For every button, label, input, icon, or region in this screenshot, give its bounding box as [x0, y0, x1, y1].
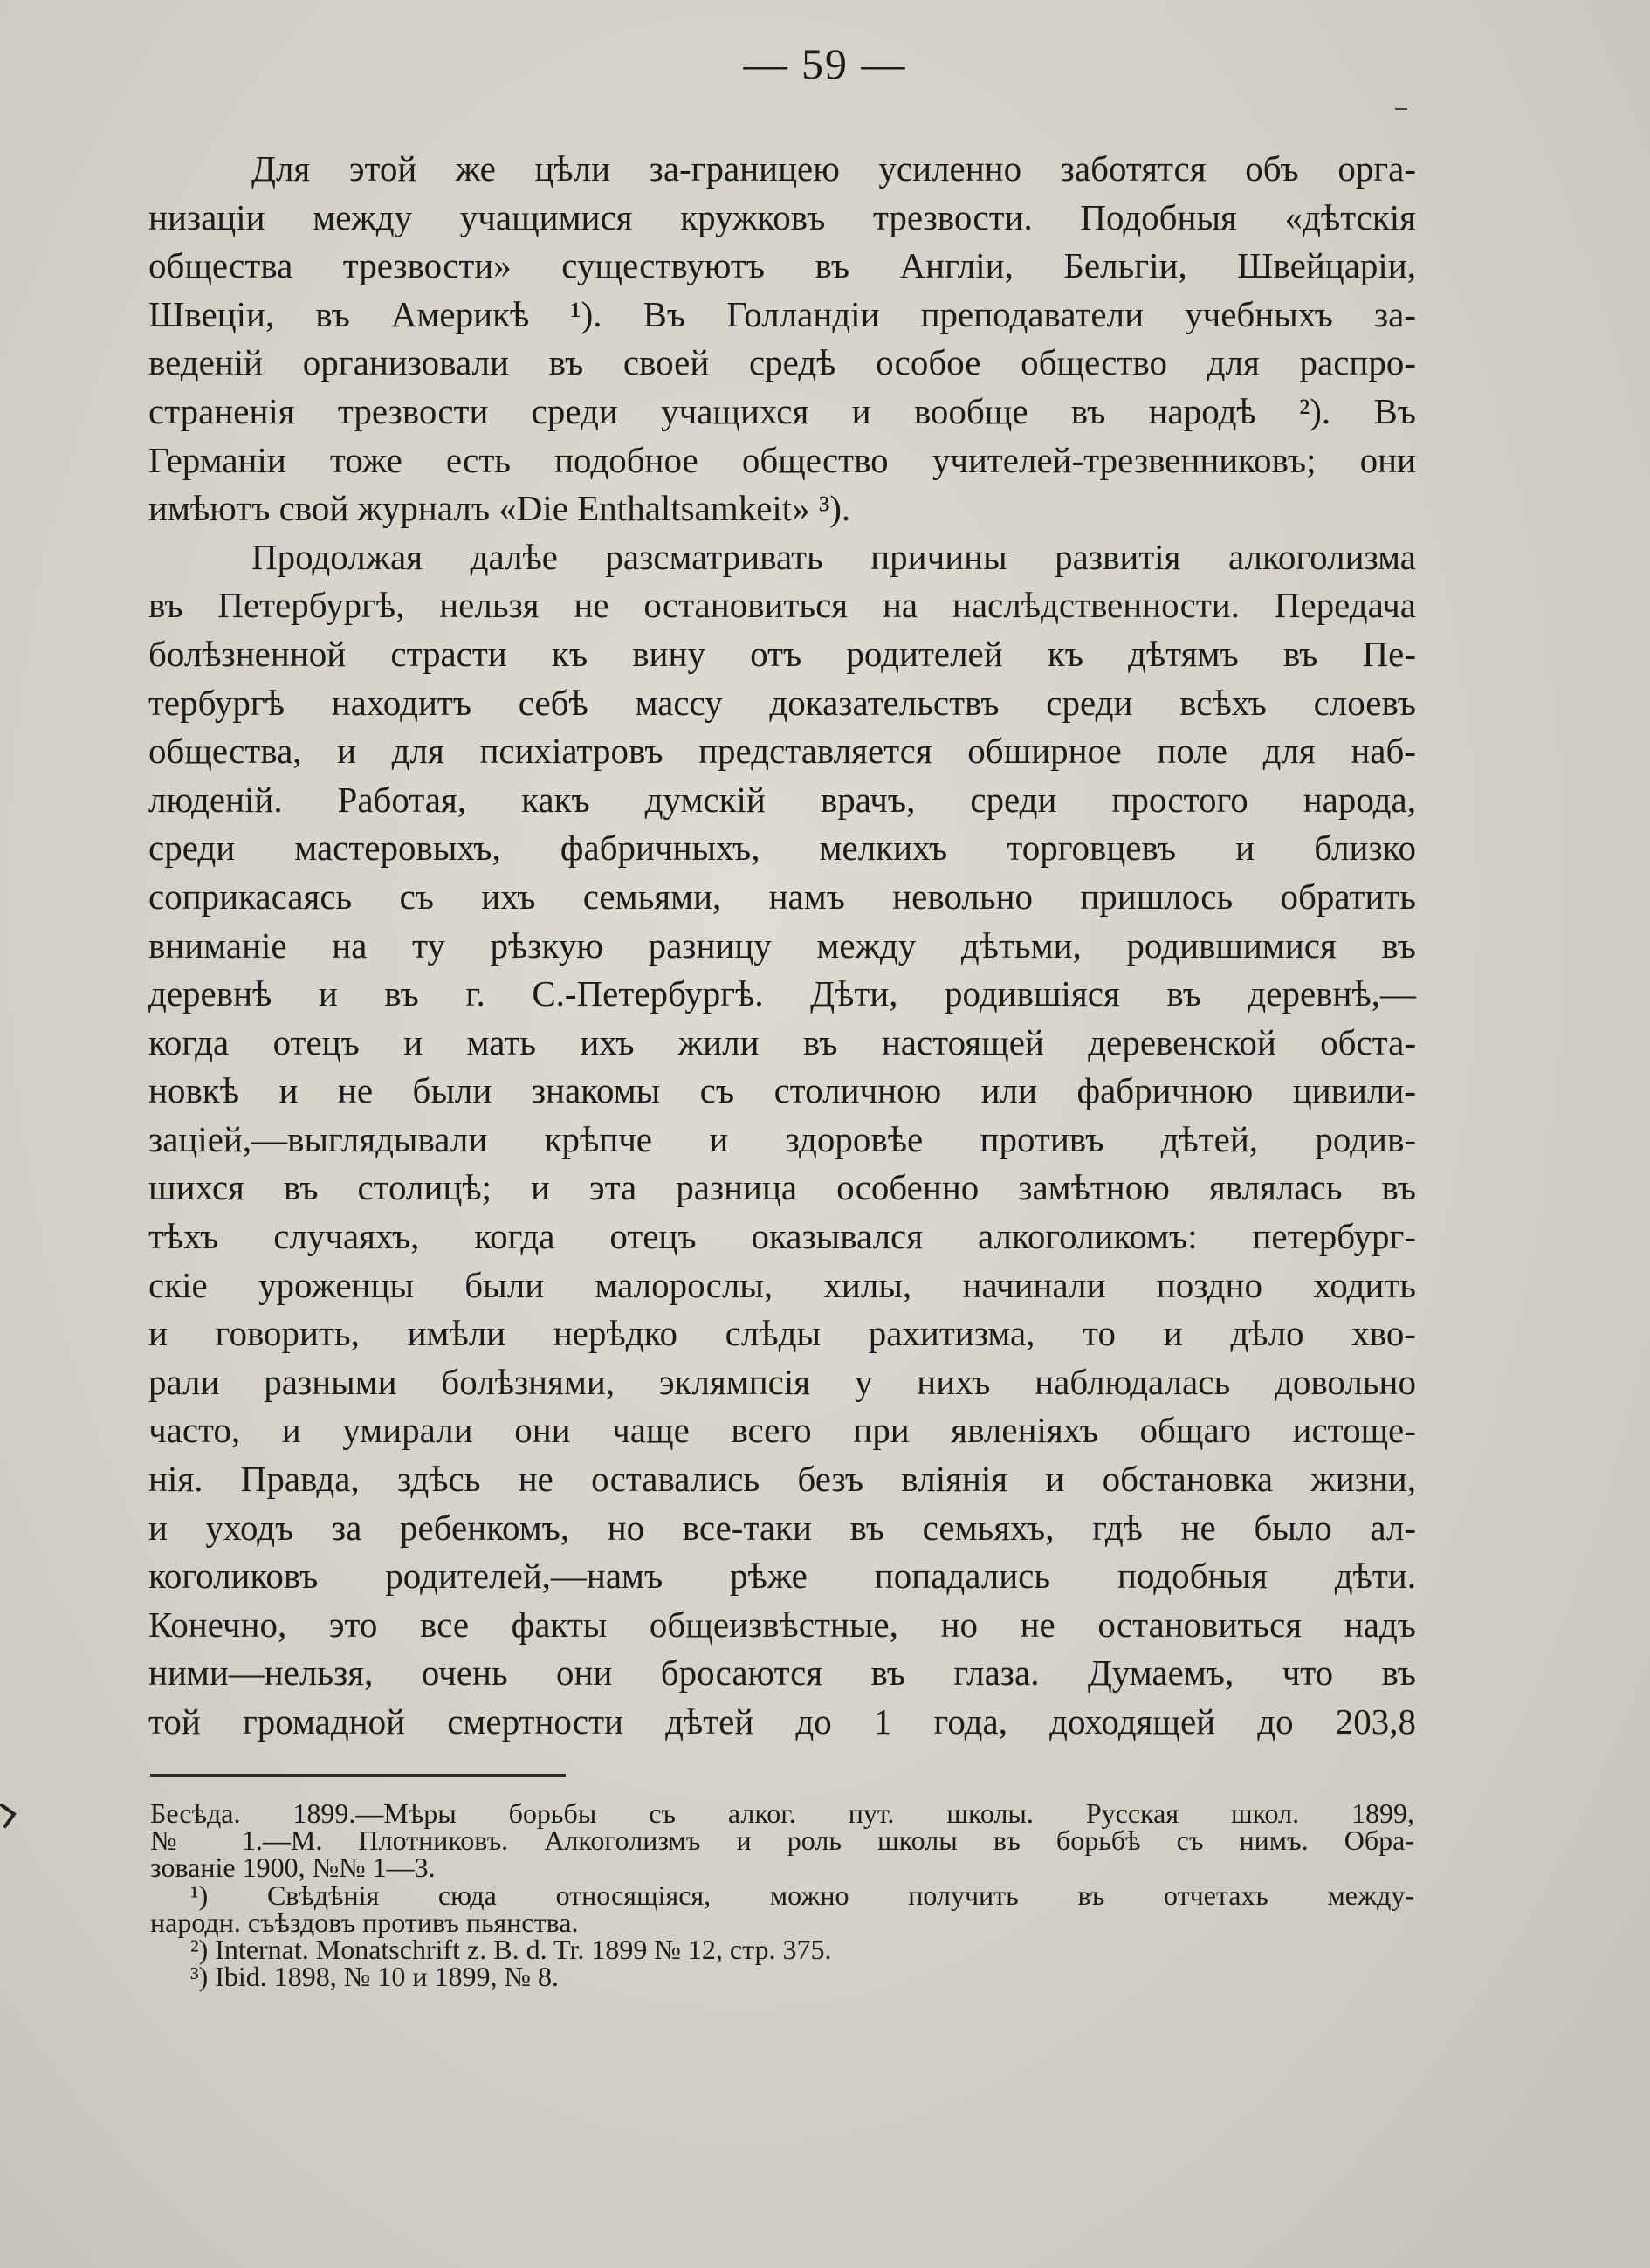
text-line: болѣзненной страсти къ вину отъ родителей къ дѣтямъ въ Пе- — [148, 633, 1416, 674]
footnote-line: зованіе 1900, №№ 1—3. — [150, 1852, 436, 1884]
text-line: заціей,—выглядывали крѣпче и здоровѣе противъ дѣтей, родив- — [148, 1118, 1416, 1159]
text-line: страненія трезвости среди учащихся и вообще въ народѣ ²). Въ — [148, 390, 1416, 431]
text-line: тѣхъ случаяхъ, когда отецъ оказывался алкоголикомъ: петербург- — [148, 1216, 1416, 1257]
text-line: Продолжая далѣе разсматривать причины развитія алкоголизма — [251, 536, 1416, 577]
ink-mark — [1395, 108, 1407, 110]
text-line: соприкасаясь съ ихъ семьями, намъ невольно пришлось обратить — [148, 876, 1416, 917]
text-line: въ Петербургѣ, нельзя не остановиться на наслѣдственности. Передача — [148, 585, 1416, 626]
text-line: той громадной смертности дѣтей до 1 года, доходящей до 203,8 — [148, 1701, 1416, 1742]
text-line: люденій. Работая, какъ думскій врачъ, среди простого народа, — [148, 779, 1416, 820]
text-line: часто, и умирали они чаще всего при явленіяхъ общаго истоще- — [148, 1410, 1416, 1451]
page-number: — 59 — — [743, 39, 907, 88]
text-line: имѣютъ свой журналъ «Die Enthaltsamkeit» ³). — [148, 488, 851, 529]
margin-arrow-icon — [0, 1802, 19, 1830]
main-text — [148, 145, 1416, 1747]
text-line: общества, и для психіатровъ представляется обширное поле для наб- — [148, 731, 1416, 772]
footnote-line: ¹) Свѣдѣнія сюда относящіяся, можно получить въ отчетахъ между- — [190, 1879, 1414, 1911]
text-line: ними—нельзя, очень они бросаются въ глаза. Думаемъ, что въ — [148, 1653, 1416, 1694]
text-line: когда отецъ и мать ихъ жили въ настоящей деревенской обста- — [148, 1021, 1416, 1062]
text-line: Германіи тоже есть подобное общество учителей-трезвенниковъ; они — [148, 439, 1416, 480]
footnote-line: Бесѣда. 1899.—Мѣры борьбы съ алког. пут. школы. Русская школ. 1899, — [150, 1797, 1414, 1829]
text-line: низаціи между учащимися кружковъ трезвости. Подобныя «дѣтскія — [148, 196, 1416, 237]
text-line: и говорить, имѣли нерѣдко слѣды рахитизма, то и дѣло хво- — [148, 1313, 1416, 1354]
text-line: деревнѣ и въ г. С.-Петербургѣ. Дѣти, родившіяся въ деревнѣ,— — [148, 973, 1416, 1014]
text-line: новкѣ и не были знакомы съ столичною или фабричною цивили- — [148, 1070, 1416, 1111]
footnote-line: ²) Internat. Monatschrift z. B. d. Tr. 1899 № 12, стр. 375. — [190, 1933, 832, 1965]
text-line: среди мастеровыхъ, фабричныхъ, мелкихъ торговцевъ и близко — [148, 828, 1416, 869]
footnote-line: народн. съѣздовъ противъ пьянства. — [150, 1906, 579, 1938]
text-line: Для этой же цѣли за-границею усиленно заботятся объ орга- — [251, 148, 1416, 189]
text-line: тербургѣ находитъ себѣ массу доказательствъ среди всѣхъ слоевъ — [148, 682, 1416, 723]
text-line: веденій организовали въ своей средѣ особое общество для распро- — [148, 342, 1416, 383]
text-line: Швеціи, въ Америкѣ ¹). Въ Голландіи преподаватели учебныхъ за- — [148, 293, 1416, 334]
footnotes — [150, 1797, 1414, 1993]
text-line: и уходъ за ребенкомъ, но все-таки въ семьяхъ, гдѣ не было ал- — [148, 1507, 1416, 1548]
footnote-line: ³) Ibid. 1898, № 10 и 1899, № 8. — [190, 1961, 559, 1993]
text-line: шихся въ столицѣ; и эта разница особенно замѣтною являлась въ — [148, 1167, 1416, 1208]
footnote-divider — [150, 1774, 566, 1777]
text-line: Конечно, это все факты общеизвѣстные, но не остановиться надъ — [148, 1604, 1416, 1645]
footnote-line: № 1.—М. Плотниковъ. Алкоголизмъ и роль школы въ борьбѣ съ нимъ. Обра- — [150, 1825, 1414, 1857]
text-line: общества трезвости» существуютъ въ Англіи, Бельгіи, Швейцаріи, — [148, 245, 1416, 286]
text-line: рали разными болѣзнями, эклямпсія у нихъ наблюдалась довольно — [148, 1361, 1416, 1402]
text-line: коголиковъ родителей,—намъ рѣже попадались подобныя дѣти. — [148, 1556, 1416, 1597]
text-line: скіе уроженцы были малорослы, хилы, начинали поздно ходить — [148, 1264, 1416, 1305]
text-line: вниманіе на ту рѣзкую разницу между дѣтьми, родившимися въ — [148, 924, 1416, 966]
text-line: нія. Правда, здѣсь не оставались безъ вліянія и обстановка жизни, — [148, 1459, 1416, 1500]
